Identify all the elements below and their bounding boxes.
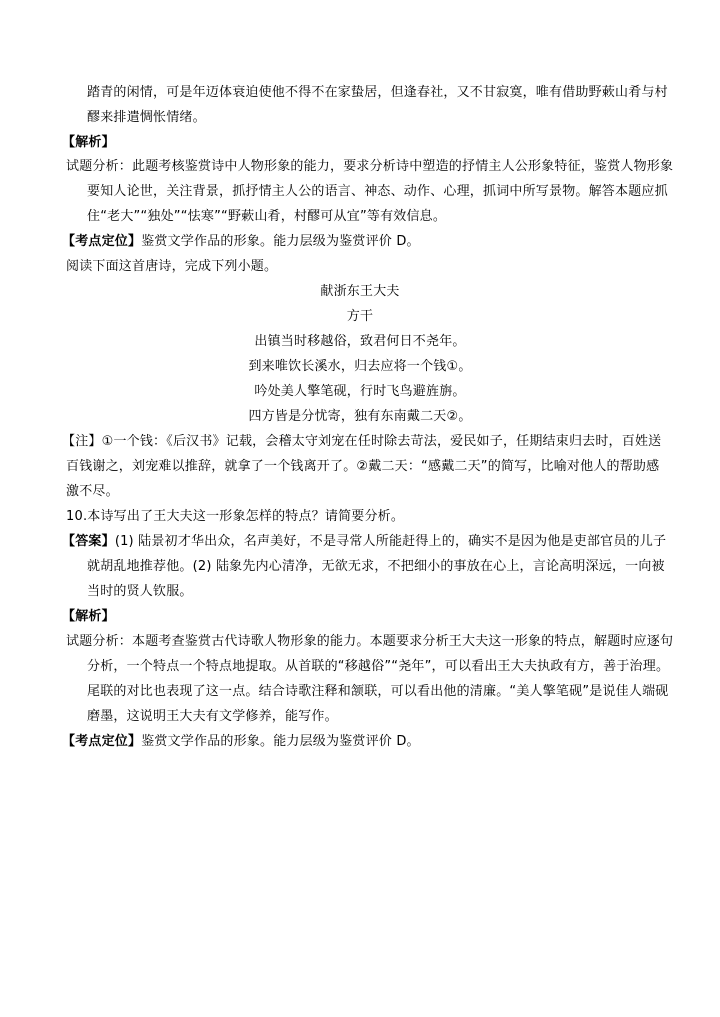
analysis-line: 住“老大”“独处”“怯寒”“野蔌山肴，村醪可从宜”等有效信息。 <box>87 209 447 224</box>
paragraph-line: 踏青的闲情，可是年迈体衰迫使他不得不在家蛰居，但逢春社，又不甘寂寞，唯有借助野蔌山肴与村 <box>87 85 668 100</box>
answer-label: 【答案】 <box>62 534 115 549</box>
poem-line: 吟处美人擎笔砚，行时飞鸟避旌旃。 <box>254 384 466 399</box>
kaodian-label: 【考点定位】 <box>62 234 142 249</box>
analysis-line: 尾联的对比也表现了这一点。结合诗歌注释和颔联，可以看出他的清廉。“美人擎笔砚”是说佳人端砚 <box>87 684 669 699</box>
note-line: 【注】①一个钱：《后汉书》记载，会稽太守刘宠在任时除去苛法，爱民如子，任期结束归去时，百姓送 <box>62 434 662 449</box>
poem-line: 到来唯饮长溪水，归去应将一个钱①。 <box>248 359 472 374</box>
kaodian-line <box>62 233 420 250</box>
kaodian-line <box>62 733 420 750</box>
note-line: 激不尽。 <box>66 484 119 499</box>
kaodian-text: 鉴赏文学作品的形象。能力层级为鉴赏评价 D。 <box>141 734 420 749</box>
kaodian-label: 【考点定位】 <box>62 734 142 749</box>
note-line: 百钱谢之，刘宠难以推辞，就拿了一个钱离开了。②戴二天：“感戴二天”的简写，比喻对他人的帮助感 <box>66 459 660 474</box>
answer-line: 当时的贤人钦服。 <box>87 584 193 599</box>
poem-intro: 阅读下面这首唐诗，完成下列小题。 <box>66 259 278 274</box>
kaodian-text: 鉴赏文学作品的形象。能力层级为鉴赏评价 D。 <box>141 234 420 249</box>
poem-author: 方干 <box>346 309 374 324</box>
paragraph-line: 醪来排遣惆怅情绪。 <box>87 110 206 125</box>
analysis-label: 【解析】 <box>62 609 115 624</box>
question-text: 10.本诗写出了王大夫这一形象怎样的特点？请简要分析。 <box>66 509 405 524</box>
analysis-line: 要知人论世，关注背景，抓抒情主人公的语言、神态、动作、心理，抓词中所写景物。解答本题应抓 <box>87 184 668 199</box>
analysis-line: 试题分析：本题考查鉴赏古代诗歌人物形象的能力。本题要求分析王大夫这一形象的特点，解题时应逐句 <box>66 634 674 649</box>
analysis-line: 磨墨，这说明王大夫有文学修养，能写作。 <box>87 709 338 724</box>
poem-line: 出镇当时移越俗，致君何日不尧年。 <box>254 334 466 349</box>
analysis-label: 【解析】 <box>62 135 115 150</box>
answer-line <box>62 533 666 550</box>
analysis-line: 分析，一个特点一个特点地提取。从首联的“移越俗”“尧年”，可以看出王大夫执政有方，善于治理。 <box>87 659 670 674</box>
answer-text: (1) 陆景初才华出众，名声美好，不是寻常人所能赶得上的，确实不是因为他是吏部官员的儿子 <box>114 534 667 549</box>
poem-line: 四方皆是分忧寄，独有东南戴二天②。 <box>248 409 472 424</box>
poem-title: 献浙东王大夫 <box>320 284 400 299</box>
analysis-line: 试题分析：此题考核鉴赏诗中人物形象的能力，要求分析诗中塑造的抒情主人公形象特征，鉴赏人物形象 <box>66 159 674 174</box>
answer-line: 就胡乱地推荐他。(2) 陆象先内心清净，无欲无求，不把细小的事放在心上，言论高明深远，一向被 <box>87 559 665 574</box>
